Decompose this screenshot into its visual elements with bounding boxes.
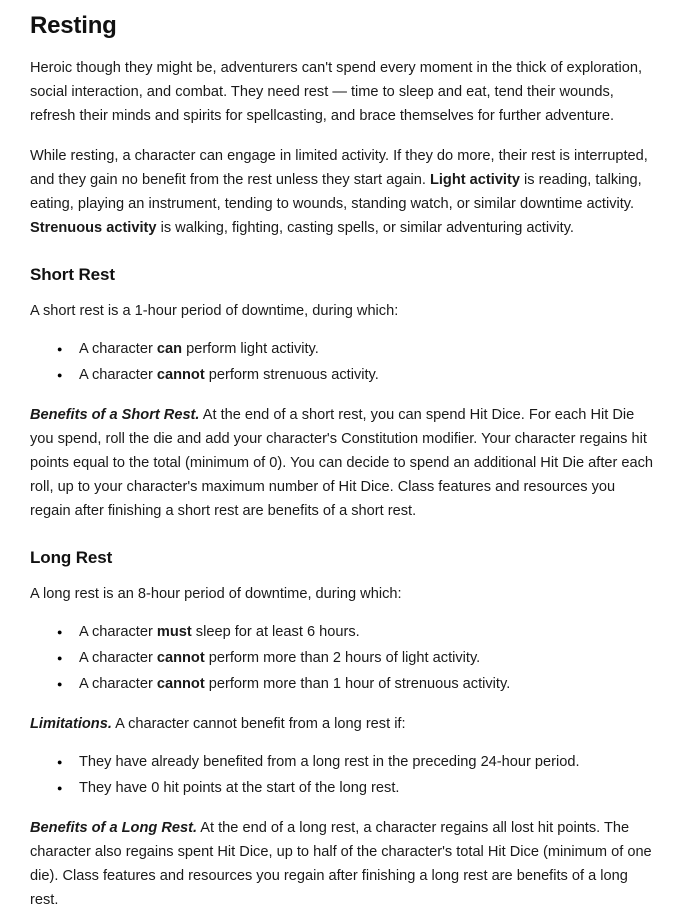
- section-heading-long-rest: Long Rest: [30, 548, 113, 567]
- list-item-post: sleep for at least 6 hours.: [191, 624, 360, 640]
- activity-text-part1: While resting, a character can engage in limited activity. If they do more, their rest is interrupted, and they gain no benefit from the rest unless they start again.: [30, 148, 648, 188]
- list-item-pre: A character: [79, 367, 157, 383]
- strenuous-activity-term: Strenuous activity: [30, 220, 157, 236]
- list-item-post: perform more than 1 hour of strenuous activity.: [204, 676, 511, 692]
- list-item-pre: A character: [79, 341, 157, 357]
- list-item: [79, 672, 655, 696]
- list-item-emphasis: must: [156, 624, 192, 640]
- long-rest-benefits-text: At the end of a long rest, a character regains all lost hit points. The character also regains spent Hit Dice, up to half of the character's total Hit Dice (minimum of one die). Class features and resources you regain after finishing a long rest are benefits of a long rest.: [30, 820, 652, 908]
- short-rest-intro: A short rest is a 1-hour period of downtime, during which:: [30, 303, 399, 319]
- list-item-post: perform more than 2 hours of light activity.: [204, 650, 481, 666]
- section-heading-short-rest: Short Rest: [30, 265, 115, 284]
- long-rest-bullet-list: [30, 620, 655, 696]
- list-item-emphasis: cannot: [156, 367, 205, 383]
- light-activity-term: Light activity: [429, 172, 520, 188]
- short-rest-benefits-label: Benefits of a Short Rest.: [30, 407, 200, 423]
- list-item: ● They have 0 hit points at the start of the long rest.: [79, 776, 655, 800]
- list-item-emphasis: cannot: [156, 650, 205, 666]
- list-item-emphasis: can: [156, 341, 183, 357]
- activity-text-part3: is walking, fighting, casting spells, or similar adventuring activity.: [156, 220, 574, 236]
- list-item: [79, 646, 655, 670]
- long-rest-benefits-label: Benefits of a Long Rest.: [30, 820, 198, 836]
- long-rest-intro: A long rest is an 8-hour period of downtime, during which:: [30, 586, 402, 602]
- list-item: [79, 337, 655, 361]
- short-rest-bullet-list: [30, 337, 655, 387]
- list-item-pre: A character: [79, 624, 157, 640]
- list-item-emphasis: cannot: [156, 676, 205, 692]
- activity-paragraph: [30, 144, 655, 240]
- list-item-pre: A character: [79, 676, 157, 692]
- short-rest-benefits-text: At the end of a short rest, you can spend Hit Dice. For each Hit Die you spend, roll the die and add your character's Constitution modifier. Your character regains hit points equal to the total (minimum of 0). You can decide to spend an additional Hit Die after each roll, up to your character's maximum number of Hit Dice. Class features and resources you regain after finishing a short rest are benefits of a short rest.: [30, 407, 654, 519]
- list-item: ● They have already benefited from a long rest in the preceding 24-hour period.: [79, 750, 655, 774]
- limitations-paragraph: [30, 712, 655, 736]
- list-item-post: perform light activity.: [182, 341, 319, 357]
- list-item: [79, 363, 655, 387]
- list-item-pre: A character: [79, 650, 157, 666]
- limitations-bullet-list: [30, 750, 655, 800]
- list-item: [79, 620, 655, 644]
- short-rest-benefits-paragraph: [30, 403, 655, 523]
- limitations-text: A character cannot benefit from a long rest if:: [111, 716, 406, 732]
- limitations-label: Limitations.: [30, 716, 112, 732]
- page-title: Resting: [30, 12, 117, 39]
- list-item-post: perform strenuous activity.: [204, 367, 379, 383]
- activity-text-part2: is reading, talking, eating, playing an instrument, tending to wounds, standing watch, or similar downtime activity.: [30, 172, 642, 212]
- intro-paragraph: Heroic though they might be, adventurers can't spend every moment in the thick of exploration, social interaction, and combat. They need rest — time to sleep and eat, tend their wounds, refresh their minds and spirits for spellcasting, and brace themselves for further adventure.: [30, 60, 643, 124]
- long-rest-benefits-paragraph: [30, 816, 655, 912]
